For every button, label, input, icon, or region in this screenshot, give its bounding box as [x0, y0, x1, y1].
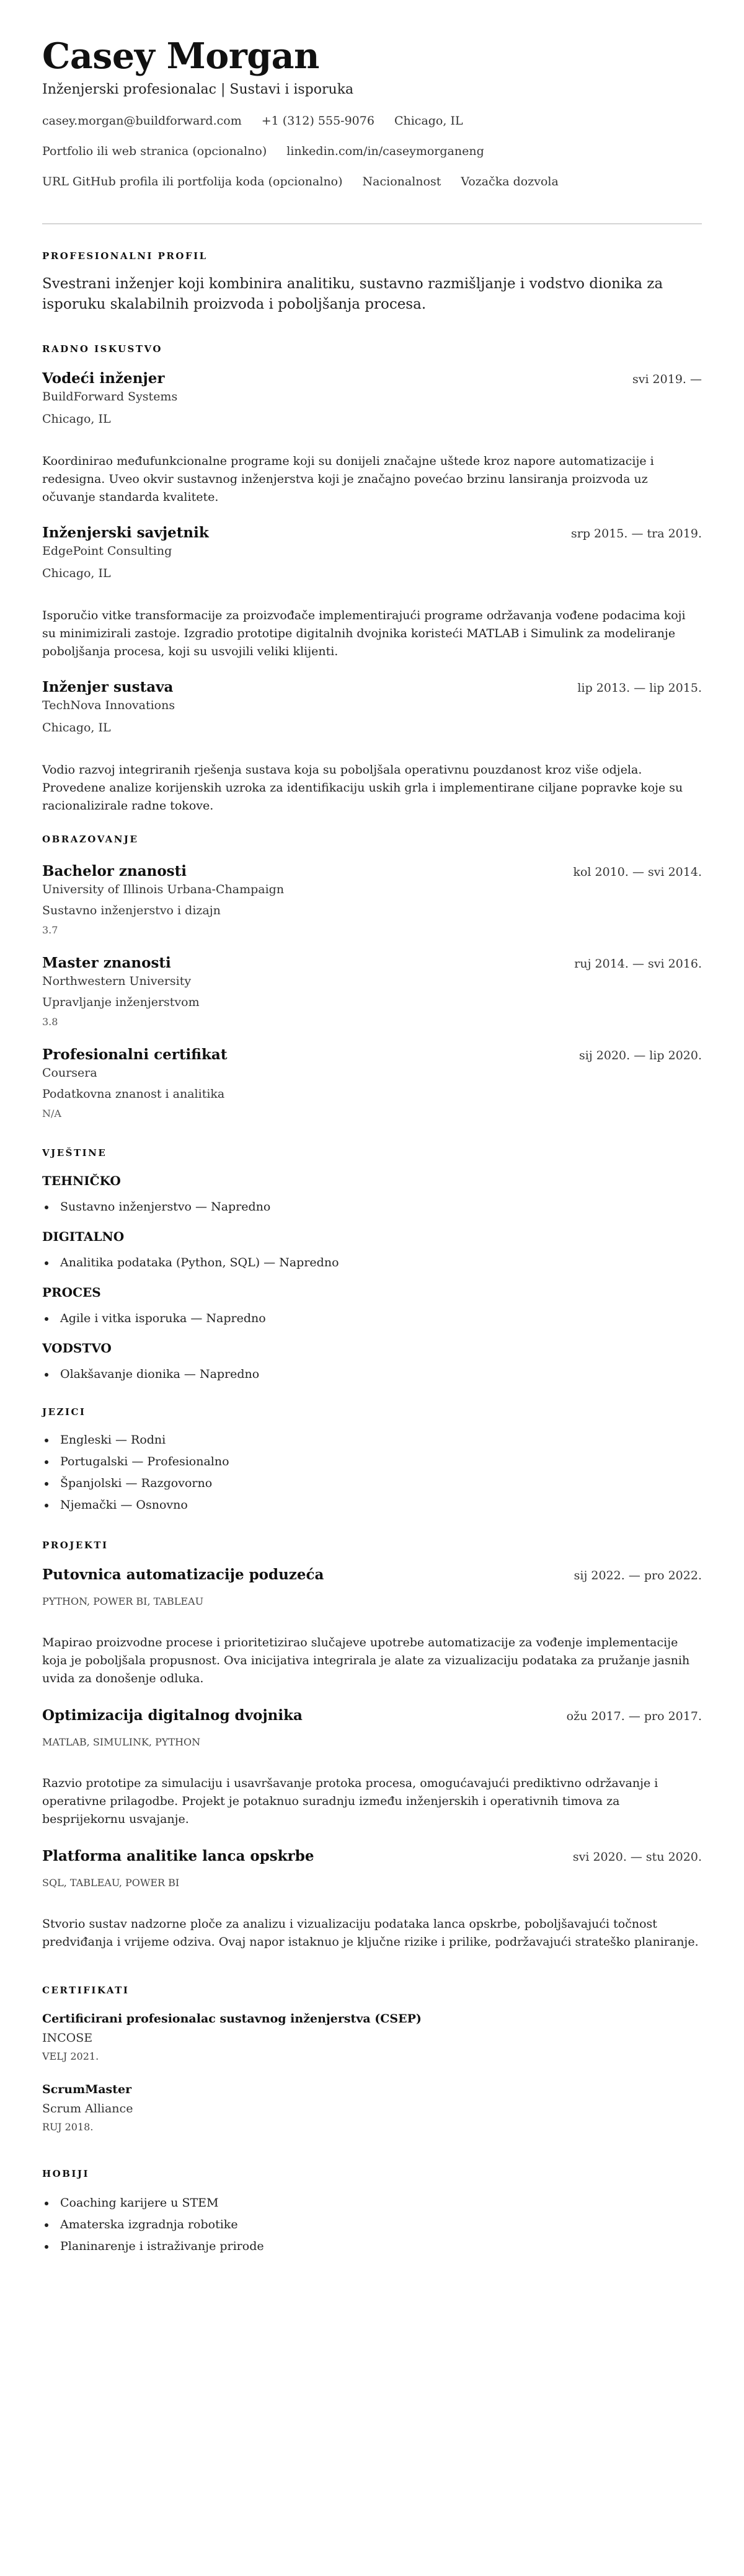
language-item: Portugalski — Profesionalno [42, 1453, 702, 1470]
project-item [42, 1566, 702, 1688]
skill-category [42, 1172, 702, 1215]
certification-issuer: INCOSE [42, 2031, 93, 2045]
contact-github[interactable]: URL GitHub profila ili portfolija koda (opcionalno) [42, 175, 343, 188]
hobby-item: Amaterska izgradnja robotike [42, 2216, 702, 2233]
project-name: Optimizacija digitalnog dvojnika [42, 1707, 303, 1724]
skill-category-title: PROCES [42, 1285, 101, 1300]
job-title: Inženjerski savjetnik [42, 524, 209, 541]
job-company: TechNova Innovations [42, 699, 175, 712]
job-title: Inženjer sustava [42, 679, 174, 695]
profile-summary: Svestrani inženjer koji kombinira analitiku, sustavno razmišljanje i vodstvo dionika za isporuku skalabilnih proizvoda i poboljšanja procesa. [42, 276, 663, 312]
candidate-name: Casey Morgan [42, 35, 319, 77]
section-title-experience: RADNO ISKUSTVO [42, 343, 162, 355]
project-dates: ožu 2017. — pro 2017. [566, 1709, 702, 1723]
degree-title: Bachelor znanosti [42, 863, 187, 880]
contact-linkedin[interactable]: linkedin.com/in/caseymorganeng [286, 144, 484, 158]
degree-dates: sij 2020. — lip 2020. [579, 1049, 702, 1062]
skill-item: Sustavno inženjerstvo — Napredno [42, 1198, 702, 1215]
skill-category-title: VODSTVO [42, 1341, 112, 1356]
degree-dates: kol 2010. — svi 2014. [573, 865, 702, 879]
skill-list [42, 1365, 702, 1383]
section-experience [42, 342, 702, 815]
certification-name: Certificirani profesionalac sustavnog inženjerstva (CSEP) [42, 2012, 422, 2026]
degree-dates: ruj 2014. — svi 2016. [574, 957, 702, 971]
experience-item [42, 524, 702, 661]
skill-category [42, 1339, 702, 1383]
skill-category [42, 1284, 702, 1327]
experience-item [42, 678, 702, 815]
language-item: Njemački — Osnovno [42, 1496, 702, 1514]
gpa: 3.8 [42, 1016, 58, 1028]
project-description: Stvorio sustav nadzorne ploče za analizu i vizualizaciju podataka lanca opskrbe, poboljšavajući točnost predviđanja i vrijeme odziva. Ovaj napor istaknuo je ključne rizike i prilike, podržavajući strateško planiranje. [42, 1917, 699, 1949]
job-company: EdgePoint Consulting [42, 544, 172, 558]
section-title-certifications: CERTIFIKATI [42, 1985, 130, 1996]
project-tech-stack: PYTHON, POWER BI, TABLEAU [42, 1595, 204, 1607]
job-dates: svi 2019. — [632, 373, 702, 386]
section-hobbies [42, 2167, 702, 2255]
skill-list [42, 1310, 702, 1327]
resume-header [42, 35, 702, 190]
degree-title: Master znanosti [42, 955, 171, 971]
job-location: Chicago, IL [42, 721, 111, 734]
section-title-education: OBRAZOVANJE [42, 834, 139, 845]
section-title-skills: VJEŠTINE [42, 1147, 107, 1158]
certification-date: VELJ 2021. [42, 2050, 99, 2062]
field-of-study: Upravljanje inženjerstvom [42, 995, 200, 1009]
contact-nationality: Nacionalnost [362, 175, 441, 188]
job-description: Koordinirao međufunkcionalne programe koji su donijeli značajne uštede kroz napore automatizacije i redesigna. Uveo okvir sustavnog inženjerstva koji je značajno povećao brzinu lansiranja proizvoda uz očuvanje standarda kvalitete. [42, 454, 654, 504]
skill-category [42, 1228, 702, 1271]
job-title: Vodeći inženjer [42, 370, 165, 387]
language-item: Španjolski — Razgovorno [42, 1475, 702, 1492]
education-item [42, 862, 702, 938]
project-description: Mapirao proizvodne procese i prioritetizirao slučajeve upotrebe automatizacije za vođenje implementacije koja je poboljšala propusnost. Ova inicijativa integrirala je alate za vizualizaciju podataka za pružanje jasnih uvida za donošenje odluka. [42, 1636, 690, 1685]
certification-item [42, 2011, 702, 2064]
skill-list [42, 1254, 702, 1271]
contact-row-2 [42, 143, 702, 159]
contact-row-1 [42, 113, 702, 129]
school-name: University of Illinois Urbana-Champaign [42, 883, 285, 896]
certification-item [42, 2081, 702, 2135]
job-dates: lip 2013. — lip 2015. [577, 681, 702, 695]
experience-item [42, 369, 702, 506]
certification-date: RUJ 2018. [42, 2121, 94, 2133]
job-description: Vodio razvoj integriranih rješenja sustava koja su poboljšala operativnu pouzdanost kroz više odjela. Provedene analize korijenskih uzroka za identifikaciju uskih grla i implementirane ciljane popravke koje su racionalizirale radne tokove. [42, 763, 683, 813]
gpa: N/A [42, 1108, 61, 1119]
certification-issuer: Scrum Alliance [42, 2102, 133, 2115]
section-education [42, 832, 702, 1121]
skill-list [42, 1198, 702, 1215]
section-skills [42, 1146, 702, 1383]
contact-portfolio[interactable]: Portfolio ili web stranica (opcionalno) [42, 144, 267, 158]
school-name: Northwestern University [42, 974, 192, 988]
project-tech-stack: MATLAB, SIMULINK, PYTHON [42, 1736, 201, 1748]
language-item: Engleski — Rodni [42, 1431, 702, 1449]
language-list [42, 1431, 702, 1514]
project-tech-stack: SQL, TABLEAU, POWER BI [42, 1877, 180, 1889]
field-of-study: Podatkovna znanost i analitika [42, 1087, 225, 1101]
project-item [42, 1706, 702, 1828]
section-title-projects: PROJEKTI [42, 1540, 108, 1551]
section-projects [42, 1538, 702, 1951]
contact-drivers-license: Vozačka dozvola [461, 175, 559, 188]
field-of-study: Sustavno inženjerstvo i dizajn [42, 904, 221, 917]
candidate-headline: Inženjerski profesionalac | Sustavi i isporuka [42, 82, 354, 97]
skill-category-title: DIGITALNO [42, 1229, 125, 1244]
job-dates: srp 2015. — tra 2019. [571, 527, 702, 540]
section-title-hobbies: HOBIJI [42, 2168, 90, 2179]
project-name: Platforma analitike lanca opskrbe [42, 1848, 314, 1864]
project-item [42, 1847, 702, 1951]
project-description: Razvio prototipe za simulaciju i usavršavanje protoka procesa, omogućavajući prediktivno održavanje i operativne prilagodbe. Projekt je potaknuo suradnju između inženjerskih i operativnih timova za besprijekornu usvajanje. [42, 1776, 658, 1826]
skill-item: Olakšavanje dionika — Napredno [42, 1365, 702, 1383]
header-divider [42, 223, 702, 224]
skill-category-title: TEHNIČKO [42, 1173, 121, 1188]
education-item [42, 1046, 702, 1121]
section-title-languages: JEZICI [42, 1406, 86, 1418]
contact-row-3 [42, 174, 702, 190]
project-dates: sij 2022. — pro 2022. [574, 1569, 702, 1582]
job-location: Chicago, IL [42, 567, 111, 580]
section-title-profile: PROFESIONALNI PROFIL [42, 250, 208, 262]
job-company: BuildForward Systems [42, 390, 178, 404]
project-dates: svi 2020. — stu 2020. [572, 1850, 702, 1864]
job-description: Isporučio vitke transformacije za proizvođače implementirajući programe održavanja vođene podacima koji su minimizirali zastoje. Izgradio prototipe digitalnih dvojnika koristeći MATLAB i Simulink za modeliranje poboljšanja procesa, koji su usvojili veliki klijenti. [42, 609, 686, 658]
section-certifications [42, 1983, 702, 2135]
skill-item: Agile i vitka isporuka — Napredno [42, 1310, 702, 1327]
project-name: Putovnica automatizacije poduzeća [42, 1566, 324, 1583]
school-name: Coursera [42, 1066, 97, 1080]
contact-phone[interactable]: +1 (312) 555-9076 [261, 114, 374, 128]
gpa: 3.7 [42, 924, 58, 936]
contact-email[interactable]: casey.morgan@buildforward.com [42, 114, 242, 128]
education-item [42, 954, 702, 1030]
section-profile [42, 249, 702, 315]
section-languages [42, 1405, 702, 1514]
hobby-list [42, 2194, 702, 2255]
certification-list [42, 2011, 702, 2135]
hobby-item: Planinarenje i istraživanje prirode [42, 2238, 702, 2255]
job-location: Chicago, IL [42, 412, 111, 426]
certification-name: ScrumMaster [42, 2083, 132, 2096]
contact-location: Chicago, IL [394, 114, 463, 128]
skill-item: Analitika podataka (Python, SQL) — Napredno [42, 1254, 702, 1271]
degree-title: Profesionalni certifikat [42, 1046, 228, 1063]
hobby-item: Coaching karijere u STEM [42, 2194, 702, 2212]
